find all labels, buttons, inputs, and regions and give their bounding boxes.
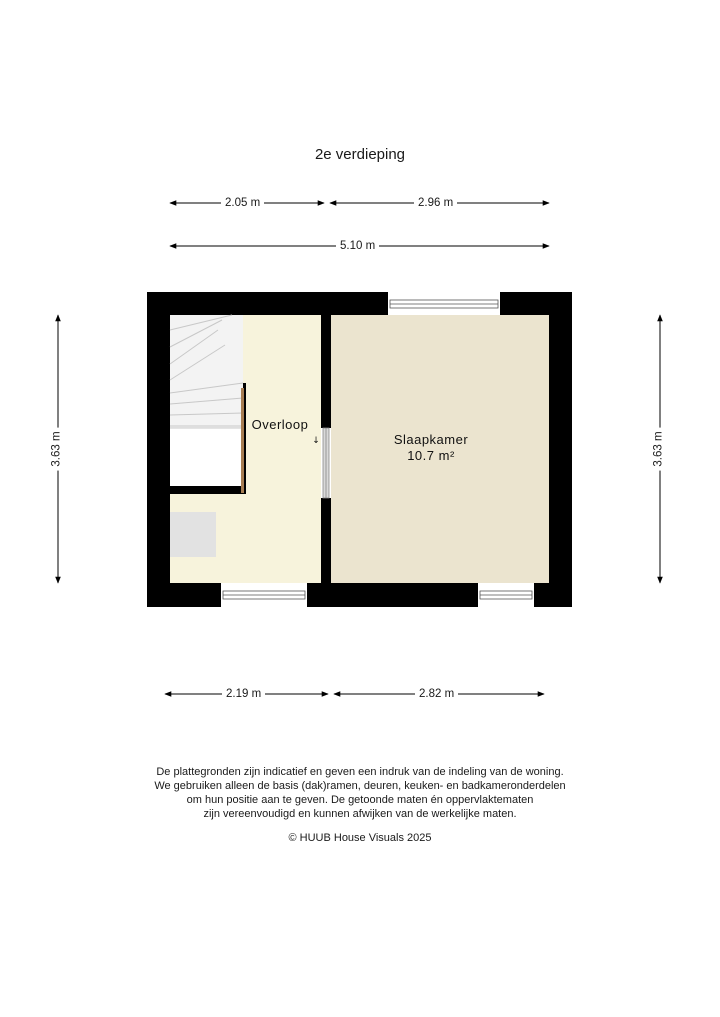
copyright: © HUUB House Visuals 2025 <box>288 832 432 844</box>
stair-wall-bottom <box>170 486 246 494</box>
bedroom-label: Slaapkamer <box>393 432 469 447</box>
dim-bottom-left: 2.19 m <box>222 687 265 701</box>
dim-left-height: 3.63 m <box>50 427 64 470</box>
dim-top-right: 2.96 m <box>414 196 457 210</box>
disclaimer-line: De plattegronden zijn indicatief en geven een indruk van de indeling van de woning. <box>156 766 564 778</box>
dim-top-left: 2.05 m <box>221 196 264 210</box>
landing-label: Overloop <box>251 417 309 432</box>
window-top <box>388 292 500 315</box>
disclaimer <box>0 765 720 821</box>
landing-storage-box <box>170 512 216 557</box>
window-bottom-left <box>221 583 307 607</box>
bedroom-area-label: 10.7 m² <box>407 448 455 463</box>
dim-top-total: 5.10 m <box>336 239 379 253</box>
disclaimer-line: om hun positie aan te geven. De getoonde maten én oppervlaktematen <box>186 794 534 806</box>
dim-bottom-right: 2.82 m <box>415 687 458 701</box>
window-bottom-right <box>478 583 534 607</box>
disclaimer-line: We gebruiken alleen de basis (dak)ramen, deuren, keuken- en badkameronderdelen <box>154 780 566 792</box>
dim-right-height: 3.63 m <box>652 427 666 470</box>
floor-title: 2e verdieping <box>314 146 406 163</box>
stair-arrow-label: ↓ <box>312 436 320 446</box>
staircase <box>170 315 243 486</box>
disclaimer-line: zijn vereenvoudigd en kunnen afwijken van de werkelijke maten. <box>203 808 517 820</box>
bedroom-door <box>321 428 331 498</box>
stair-handrail <box>241 388 244 493</box>
